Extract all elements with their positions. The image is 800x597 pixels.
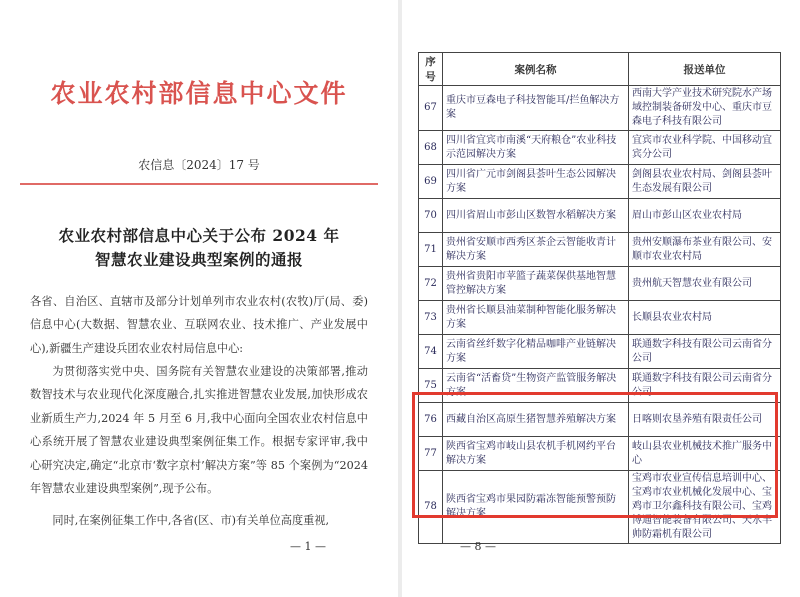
row-unit: 日喀则农垦养殖有限责任公司 (629, 403, 781, 437)
row-number: 69 (419, 165, 443, 199)
table-row (419, 199, 781, 233)
row-number: 77 (419, 437, 443, 471)
row-case-name: 重庆市豆森电子科技智能耳/拦鱼解决方案 (443, 86, 629, 131)
row-case-name: 贵州省安顺市西秀区茶企云智能收青计解决方案 (443, 233, 629, 267)
row-case-name: 贵州省长顺县油菜制种智能化服务解决方案 (443, 301, 629, 335)
body-paragraph-continued: 同时,在案例征集工作中,各省(区、市)有关单位高度重视, (52, 514, 330, 527)
table-row (419, 86, 781, 131)
row-number: 68 (419, 131, 443, 165)
row-unit: 联通数字科技有限公司云南省分公司 (629, 335, 781, 369)
row-unit: 贵州航天智慧农业有限公司 (629, 267, 781, 301)
row-number: 74 (419, 335, 443, 369)
row-unit: 剑阁县农业农村局、剑阁县荟叶生态发展有限公司 (629, 165, 781, 199)
row-case-name: 贵州省贵阳市苹篮子蔬菜保供基地智慧管控解决方案 (443, 267, 629, 301)
table-row (419, 403, 781, 437)
left-page (0, 0, 398, 597)
addressee-paragraph: 各省、自治区、直辖市及部分计划单列市农业农村(农牧)厅(局、委)信息中心(大数据、智慧农业、互联网农业、技术推广、产业发展中心),新疆生产建设兵团农业农村局信息中心: (30, 295, 368, 355)
row-unit: 岐山县农业机械技术推广服务中心 (629, 437, 781, 471)
row-unit: 宝鸡市农业宣传信息培训中心、宝鸡市农业机械化发展中心、宝鸡市卫尔鑫科技有限公司、宝鸡博通智能装备有限公司、天水丰帅防霜机有限公司 (629, 471, 781, 544)
row-unit: 西南大学产业技术研究院水产场域控制装备研发中心、重庆市豆森电子科技有限公司 (629, 86, 781, 131)
red-divider (20, 183, 378, 185)
table-row (419, 165, 781, 199)
table-row (419, 267, 781, 301)
row-number: 72 (419, 267, 443, 301)
case-table (418, 52, 781, 544)
document-header: 农业农村部信息中心文件 (50, 79, 348, 108)
row-unit: 长顺县农业农村局 (629, 301, 781, 335)
row-number: 78 (419, 471, 443, 544)
notice-title-line1: 农业农村部信息中心关于公布 2024 年 (58, 226, 340, 245)
right-page-number: — 8 — (460, 540, 496, 553)
row-case-name: 四川省眉山市彭山区数智水稻解决方案 (443, 199, 629, 233)
table-row (419, 369, 781, 403)
document-number: 农信息〔2024〕17 号 (138, 158, 260, 172)
table-row (419, 301, 781, 335)
row-unit: 眉山市彭山区农业农村局 (629, 199, 781, 233)
row-unit: 贵州安顺瀑布茶业有限公司、安顺市农业农村局 (629, 233, 781, 267)
header-case-name: 案例名称 (443, 53, 629, 86)
body-paragraph: 为贯彻落实党中央、国务院有关智慧农业建设的决策部署,推动数智技术与农业现代化深度融合,扎实推进智慧农业发展,加快形成农业新质生产力,2024 年 5 月至 6 月,我中心面向全国农业农村信息中心系统开展了智慧农业建设典型案例征集工作。根据专家评审,我中心研究决定,确定“北京市‘数字京村’解决方案”等 85 个案例为“2024 年智慧农业建设典型案例”,现予公布。 (30, 365, 368, 496)
right-page (402, 0, 800, 597)
row-case-name: 云南省丝纤数字化精品咖啡产业链解决方案 (443, 335, 629, 369)
row-unit: 联通数字科技有限公司云南省分公司 (629, 369, 781, 403)
table-header-row (419, 53, 781, 86)
row-number: 70 (419, 199, 443, 233)
row-case-name: 四川省宜宾市南溪“天府粮仓”农业科技示范园解决方案 (443, 131, 629, 165)
row-case-name: 西藏自治区高原生猪智慧养殖解决方案 (443, 403, 629, 437)
left-page-number: — 1 — (290, 540, 326, 553)
table-row-highlighted (419, 471, 781, 544)
row-case-name: 陕西省宝鸡市果园防霜冻智能预警预防解决方案 (443, 471, 629, 544)
row-number: 73 (419, 301, 443, 335)
row-case-name: 陕西省宝鸡市岐山县农机手机网约平台解决方案 (443, 437, 629, 471)
row-case-name: 云南省“活畜贷”生物资产监管服务解决方案 (443, 369, 629, 403)
table-row (419, 233, 781, 267)
table-row-highlighted (419, 437, 781, 471)
row-number: 71 (419, 233, 443, 267)
header-unit: 报送单位 (629, 53, 781, 86)
row-case-name: 四川省广元市剑阁县荟叶生态公园解决方案 (443, 165, 629, 199)
row-number: 75 (419, 369, 443, 403)
row-number: 67 (419, 86, 443, 131)
table-row (419, 131, 781, 165)
row-unit: 宜宾市农业科学院、中国移动宜宾分公司 (629, 131, 781, 165)
row-number: 76 (419, 403, 443, 437)
header-no: 序号 (419, 53, 443, 86)
table-row (419, 335, 781, 369)
notice-title-line2: 智慧农业建设典型案例的通报 (94, 250, 303, 269)
